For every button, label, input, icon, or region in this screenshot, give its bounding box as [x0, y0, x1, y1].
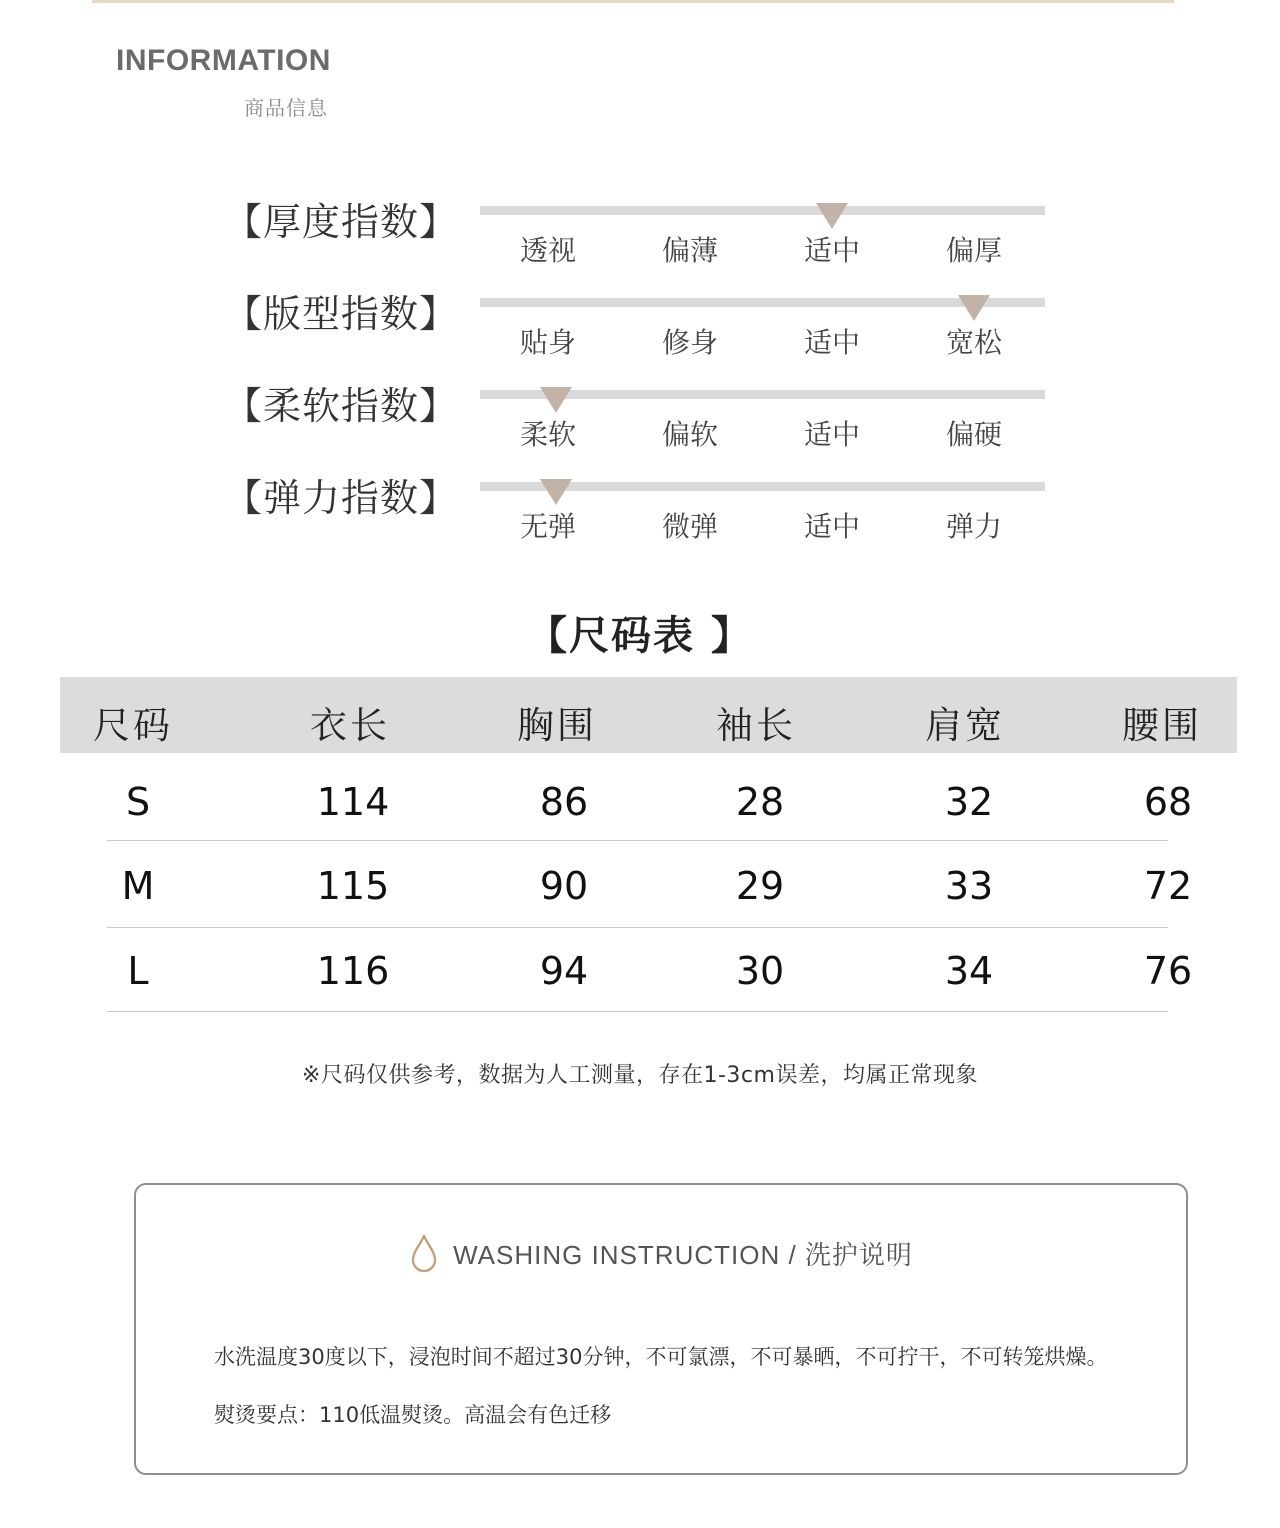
- column-header: 腰围: [1122, 704, 1202, 747]
- index-option: 微弹: [661, 510, 719, 543]
- index-option: 无弹: [519, 510, 577, 543]
- table-cell: 76: [1143, 949, 1193, 993]
- index-label: 【弹力指数】: [224, 476, 459, 520]
- table-cell: 116: [316, 949, 390, 993]
- index-label: 【版型指数】: [224, 292, 459, 336]
- column-header: 衣长: [310, 704, 390, 747]
- row-divider: [107, 840, 1168, 841]
- table-cell: M: [121, 864, 155, 908]
- index-marker-icon: [540, 479, 572, 505]
- washing-instruction-box: [134, 1183, 1188, 1475]
- index-label: 【厚度指数】: [224, 200, 459, 244]
- table-cell: 28: [735, 780, 785, 824]
- index-option: 适中: [803, 234, 861, 267]
- column-header: 袖长: [716, 704, 796, 747]
- index-option: 偏软: [661, 418, 719, 451]
- table-cell: 33: [944, 864, 994, 908]
- table-cell: 34: [944, 949, 994, 993]
- size-chart-title: 【尺码表 】: [527, 613, 753, 659]
- index-option: 偏厚: [945, 234, 1003, 267]
- index-option: 修身: [661, 326, 719, 359]
- section-title: INFORMATION: [116, 44, 331, 77]
- index-option: 贴身: [519, 326, 577, 359]
- index-option: 适中: [803, 510, 861, 543]
- column-header: 肩宽: [925, 704, 1005, 747]
- table-cell: 90: [539, 864, 589, 908]
- index-option: 宽松: [945, 326, 1003, 359]
- table-row: [0, 758, 1280, 842]
- washing-title: WASHING INSTRUCTION / 洗护说明: [453, 1239, 913, 1270]
- table-cell: 29: [735, 864, 785, 908]
- index-marker-icon: [540, 387, 572, 413]
- index-row-fit: [0, 283, 1280, 375]
- size-note: ※尺码仅供参考，数据为人工测量，存在1-3cm误差，均属正常现象: [302, 1063, 978, 1088]
- table-cell: 32: [944, 780, 994, 824]
- column-header: 胸围: [517, 704, 597, 747]
- table-cell: 115: [316, 864, 390, 908]
- index-row-elasticity: [0, 467, 1280, 559]
- table-row: [0, 927, 1280, 1011]
- table-cell: L: [127, 949, 149, 993]
- table-cell: 72: [1143, 864, 1193, 908]
- ironing-instruction-line: 熨烫要点：110低温熨烫。高温会有色迁移: [214, 1403, 612, 1427]
- table-cell: 94: [539, 949, 589, 993]
- column-header: 尺码: [93, 704, 173, 747]
- index-option: 弹力: [945, 510, 1003, 543]
- index-marker-icon: [816, 203, 848, 229]
- table-cell: 114: [316, 780, 390, 824]
- index-row-thickness: [0, 191, 1280, 283]
- size-table-header: [60, 677, 1237, 753]
- row-divider: [107, 1011, 1168, 1012]
- index-option: 柔软: [519, 418, 577, 451]
- index-label: 【柔软指数】: [224, 384, 459, 428]
- index-marker-icon: [958, 295, 990, 321]
- table-cell: 86: [539, 780, 589, 824]
- index-row-softness: [0, 375, 1280, 467]
- washing-instruction-line: 水洗温度30度以下，浸泡时间不超过30分钟，不可氯漂，不可暴晒，不可拧干，不可转笼烘燥。: [214, 1345, 1108, 1369]
- water-drop-icon: [409, 1233, 439, 1273]
- index-option: 透视: [519, 234, 577, 267]
- index-option: 适中: [803, 326, 861, 359]
- table-cell: 68: [1143, 780, 1193, 824]
- index-option: 偏薄: [661, 234, 719, 267]
- table-row: [0, 842, 1280, 926]
- table-cell: S: [125, 780, 151, 824]
- index-scale-bar: [480, 206, 1045, 215]
- table-cell: 30: [735, 949, 785, 993]
- index-option: 适中: [803, 418, 861, 451]
- index-option: 偏硬: [945, 418, 1003, 451]
- top-divider: [92, 0, 1174, 3]
- section-subtitle: 商品信息: [244, 96, 328, 120]
- washing-heading: [136, 1233, 1186, 1273]
